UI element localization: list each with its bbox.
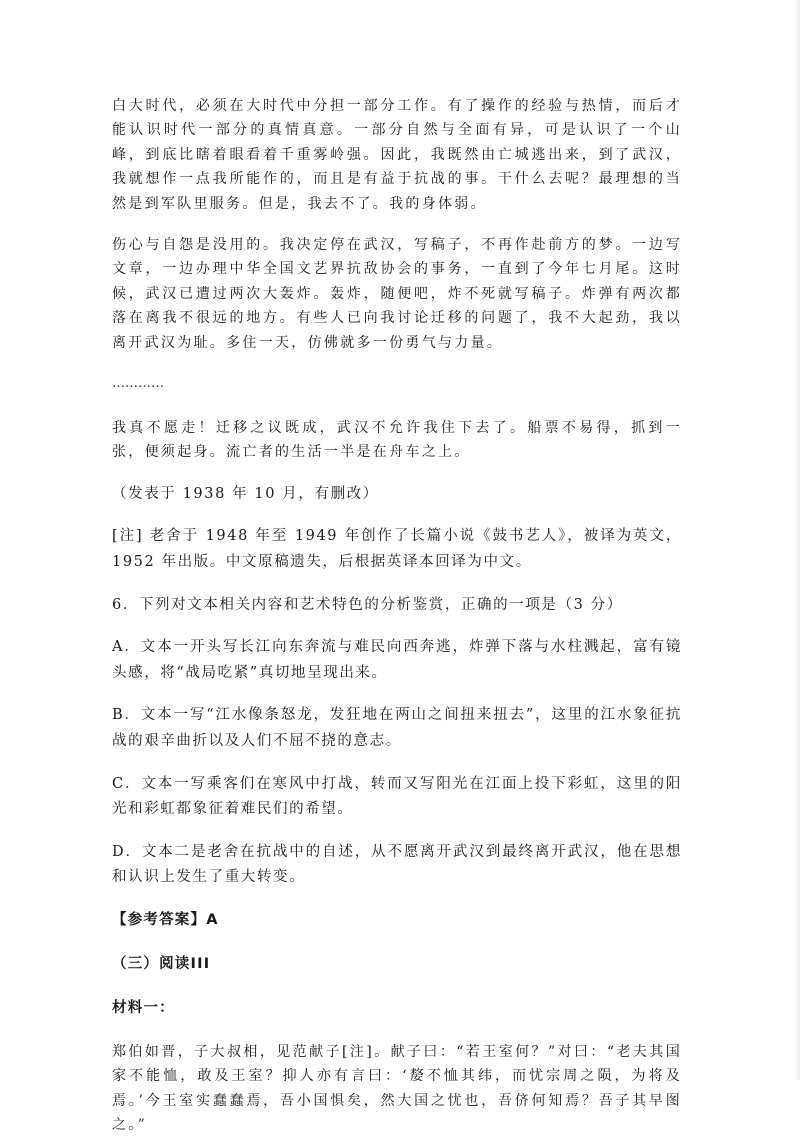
answer-label: 【参考答案】 <box>112 912 207 928</box>
option-d: D．文本二是老舍在抗战中的自述，从不愿离开武汉到最终离开武汉，他在思想和认识上发生了重大转变。 <box>112 843 682 886</box>
reference-answer <box>112 908 682 932</box>
passage-ellipsis: ………… <box>112 376 164 392</box>
section-title: （三）阅读III <box>112 956 211 972</box>
passage-paragraph-2: 伤心与自怨是没用的。我决定停在武汉，写稿子，不再作赴前方的梦。一边写文章，一边办理中华全国文艺界抗敌协会的事务，一直到了今年七月尾。这时候，武汉已遭过两次大轰炸。轰炸，随便吧，炸不死就写稿子。炸弹有两次都落在离我不很远的地方。有些人已向我讨论迁移的问题了，我不大起劲，我以离开武汉为耻。多住一天，仿佛就多一份勇气与力量。 <box>112 237 682 351</box>
passage-paragraph-1: 白大时代，必须在大时代中分担一部分工作。有了操作的经验与热情，而后才能认识时代一部分的真情真意。一部分自然与全面有异，可是认识了一个山峰，到底比瞎着眼看着千重雾岭强。因此，我既然由亡城逃出来，到了武汉，我就想作一点我所能作的，而且是有益于抗战的事。干什么去呢？最理想的当然是到军队里服务。但是，我去不了。我的身体弱。 <box>112 98 682 212</box>
passage-paragraph-3: 我真不愿走！迁移之议既成，武汉不允许我住下去了。船票不易得，抓到一张，便须起身。流亡者的生活一半是在舟车之上。 <box>112 420 682 461</box>
option-c: C．文本一写乘客们在寒风中打战，转而又写阳光在江面上投下彩虹，这里的阳光和彩虹都象征着难民们的希望。 <box>112 775 682 818</box>
page-edge-shadow <box>794 0 800 1080</box>
option-b: B．文本一写“江水像条怒龙，发狂地在两山之间扭来扭去”，这里的江水象征抗战的艰辛曲折以及人们不屈不挠的意志。 <box>112 707 682 750</box>
question-stem: 6．下列对文本相关内容和艺术特色的分析鉴赏，正确的一项是（3 分） <box>112 596 623 613</box>
material-label: 材料一： <box>112 1000 175 1016</box>
footnote: [注] 老舍于 1948 年至 1949 年创作了长篇小说《鼓书艺人》，被译为英文，1952 年出版。中文原稿遗失，后根据英译本回译为中文。 <box>112 528 682 571</box>
material-text: 郑伯如晋，子大叔相，见范献子[注]。献子曰：“若王室何？”对曰：“老夫其国家不能恤，敢及王室？抑人亦有言曰：‘嫠不恤其纬，而忧宗周之陨，为将及焉。’今王室实蠢蠢焉，吾小国惧矣，然大国之忧也，吾侪何知焉？吾子其早图之。” <box>112 1044 682 1134</box>
option-a: A．文本一开头写长江向东奔流与难民向西奔逃，炸弹下落与水柱溅起，富有镜头感，将“战局吃紧”真切地呈现出来。 <box>112 639 682 681</box>
answer-value: A <box>206 912 219 928</box>
publication-note: （发表于 1938 年 10 月，有删改） <box>112 485 379 502</box>
